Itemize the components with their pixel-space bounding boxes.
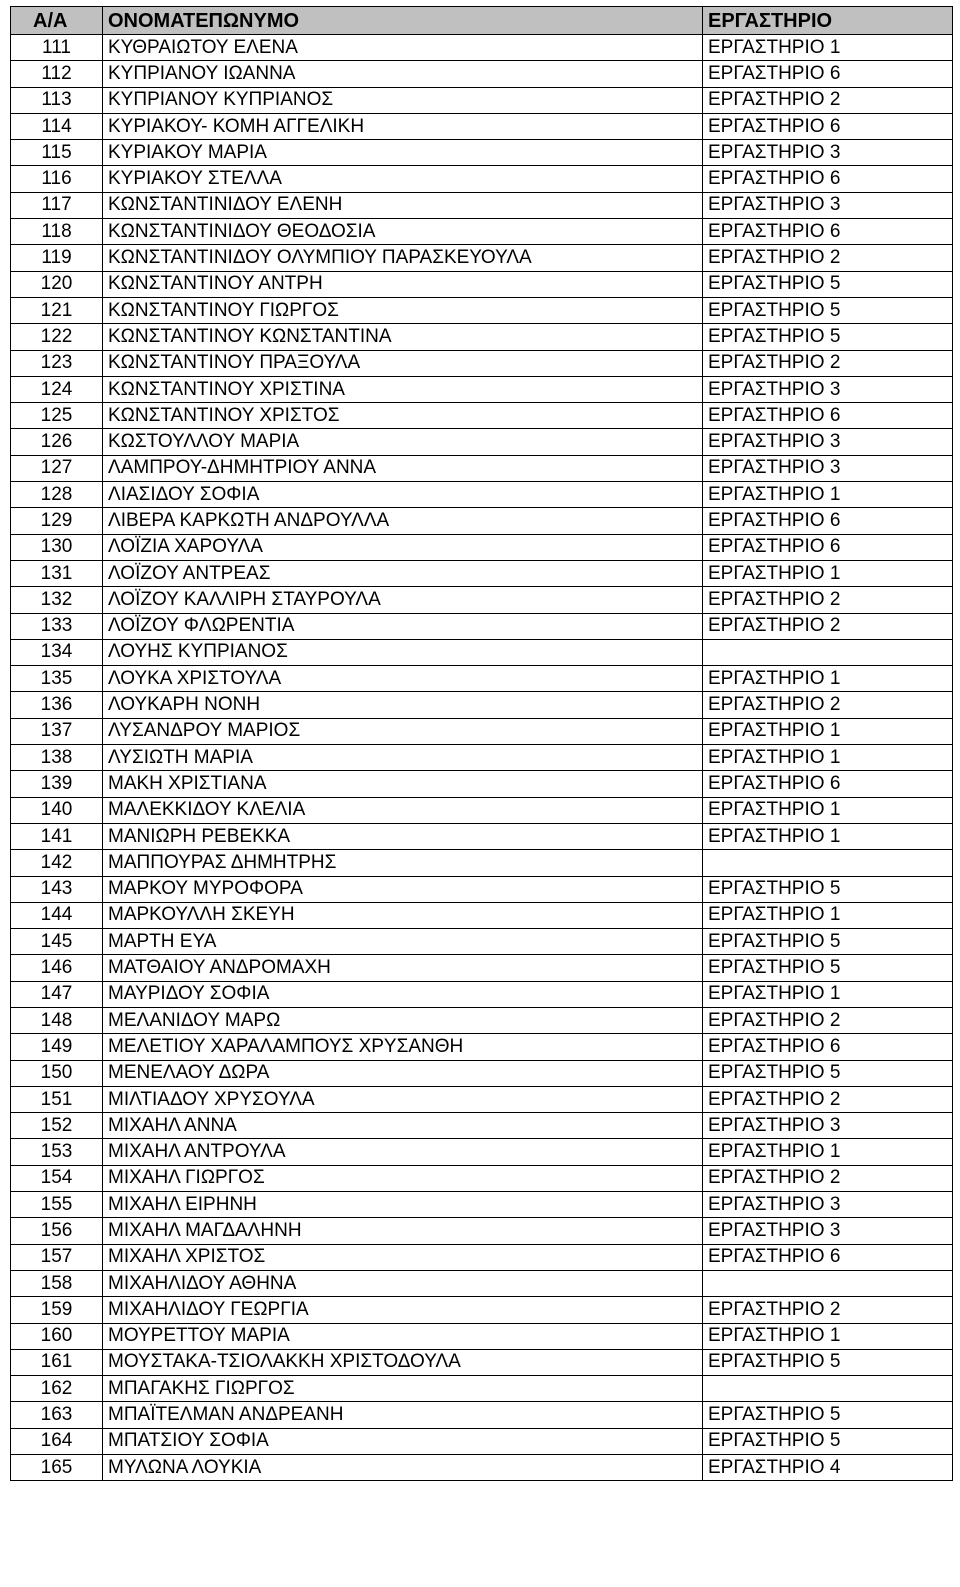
full-name-cell: ΛΟΥΚΑ ΧΡΙΣΤΟΥΛΑ xyxy=(103,666,703,692)
table-row xyxy=(11,587,953,613)
header-full-name: ΟΝΟΜΑΤΕΠΩΝΥΜΟ xyxy=(103,7,703,35)
serial-number-cell: 140 xyxy=(11,797,103,823)
serial-number-cell: 132 xyxy=(11,587,103,613)
serial-number-cell: 160 xyxy=(11,1323,103,1349)
lab-cell: ΕΡΓΑΣΤΗΡΙΟ 6 xyxy=(703,771,953,797)
full-name-cell: ΜΕΛΑΝΙΔΟΥ ΜΑΡΩ xyxy=(103,1007,703,1033)
serial-number-cell: 163 xyxy=(11,1402,103,1428)
serial-number-cell: 126 xyxy=(11,429,103,455)
full-name-cell: ΜΙΧΑΗΛ ΕΙΡΗΝΗ xyxy=(103,1192,703,1218)
full-name-cell: ΚΩΝΣΤΑΝΤΙΝΟΥ ΚΩΝΣΤΑΝΤΙΝΑ xyxy=(103,324,703,350)
serial-number-cell: 116 xyxy=(11,166,103,192)
lab-cell: ΕΡΓΑΣΤΗΡΙΟ 2 xyxy=(703,1086,953,1112)
lab-cell: ΕΡΓΑΣΤΗΡΙΟ 3 xyxy=(703,376,953,402)
full-name-cell: ΜΠΑΪΤΕΛΜΑΝ ΑΝΔΡΕΑΝΗ xyxy=(103,1402,703,1428)
full-name-cell: ΚΩΝΣΤΑΝΤΙΝΟΥ ΓΙΩΡΓΟΣ xyxy=(103,297,703,323)
table-row xyxy=(11,271,953,297)
serial-number-cell: 142 xyxy=(11,850,103,876)
table-row xyxy=(11,324,953,350)
table-row xyxy=(11,1402,953,1428)
full-name-cell: ΚΥΘΡΑΙΩΤΟΥ ΕΛΕΝΑ xyxy=(103,35,703,61)
full-name-cell: ΜΑΡΚΟΥΛΛΗ ΣΚΕΥΗ xyxy=(103,902,703,928)
table-row xyxy=(11,140,953,166)
lab-cell: ΕΡΓΑΣΤΗΡΙΟ 6 xyxy=(703,166,953,192)
full-name-cell: ΚΩΝΣΤΑΝΤΙΝΟΥ ΑΝΤΡΗ xyxy=(103,271,703,297)
table-row xyxy=(11,1113,953,1139)
lab-cell: ΕΡΓΑΣΤΗΡΙΟ 5 xyxy=(703,271,953,297)
serial-number-cell: 147 xyxy=(11,981,103,1007)
lab-cell: ΕΡΓΑΣΤΗΡΙΟ 2 xyxy=(703,87,953,113)
lab-cell: ΕΡΓΑΣΤΗΡΙΟ 6 xyxy=(703,219,953,245)
full-name-cell: ΚΥΡΙΑΚΟΥ ΣΤΕΛΛΑ xyxy=(103,166,703,192)
serial-number-cell: 158 xyxy=(11,1270,103,1296)
full-name-cell: ΜΠΑΤΣΙΟΥ ΣΟΦΙΑ xyxy=(103,1428,703,1454)
lab-cell xyxy=(703,850,953,876)
table-row xyxy=(11,61,953,87)
lab-cell: ΕΡΓΑΣΤΗΡΙΟ 5 xyxy=(703,1349,953,1375)
table-row xyxy=(11,876,953,902)
full-name-cell: ΜΑΡΤΗ ΕΥΑ xyxy=(103,929,703,955)
serial-number-cell: 146 xyxy=(11,955,103,981)
full-name-cell: ΜΑΠΠΟΥΡΑΣ ΔΗΜΗΤΡΗΣ xyxy=(103,850,703,876)
full-name-cell: ΜΙΧΑΗΛ ΜΑΓΔΑΛΗΝΗ xyxy=(103,1218,703,1244)
full-name-cell: ΜΑΡΚΟΥ ΜΥΡΟΦΟΡΑ xyxy=(103,876,703,902)
full-name-cell: ΚΩΝΣΤΑΝΤΙΝΙΔΟΥ ΕΛΕΝΗ xyxy=(103,192,703,218)
lab-cell: ΕΡΓΑΣΤΗΡΙΟ 3 xyxy=(703,455,953,481)
serial-number-cell: 164 xyxy=(11,1428,103,1454)
table-row xyxy=(11,1034,953,1060)
lab-cell: ΕΡΓΑΣΤΗΡΙΟ 5 xyxy=(703,1060,953,1086)
full-name-cell: ΛΟΥΚΑΡΗ ΝΟΝΗ xyxy=(103,692,703,718)
serial-number-cell: 141 xyxy=(11,823,103,849)
table-row xyxy=(11,718,953,744)
lab-cell: ΕΡΓΑΣΤΗΡΙΟ 4 xyxy=(703,1455,953,1481)
serial-number-cell: 113 xyxy=(11,87,103,113)
table-row xyxy=(11,1297,953,1323)
table-row xyxy=(11,692,953,718)
serial-number-cell: 138 xyxy=(11,745,103,771)
table-row xyxy=(11,1323,953,1349)
lab-cell: ΕΡΓΑΣΤΗΡΙΟ 2 xyxy=(703,692,953,718)
full-name-cell: ΛΑΜΠΡΟΥ-ΔΗΜΗΤΡΙΟΥ ΑΝΝΑ xyxy=(103,455,703,481)
table-row xyxy=(11,455,953,481)
table-row xyxy=(11,850,953,876)
table-row xyxy=(11,534,953,560)
table-row xyxy=(11,482,953,508)
lab-cell: ΕΡΓΑΣΤΗΡΙΟ 1 xyxy=(703,666,953,692)
serial-number-cell: 161 xyxy=(11,1349,103,1375)
lab-cell xyxy=(703,1270,953,1296)
lab-cell: ΕΡΓΑΣΤΗΡΙΟ 2 xyxy=(703,245,953,271)
table-row xyxy=(11,508,953,534)
serial-number-cell: 127 xyxy=(11,455,103,481)
serial-number-cell: 135 xyxy=(11,666,103,692)
lab-cell xyxy=(703,1376,953,1402)
serial-number-cell: 119 xyxy=(11,245,103,271)
lab-cell: ΕΡΓΑΣΤΗΡΙΟ 1 xyxy=(703,1323,953,1349)
table-row xyxy=(11,245,953,271)
table-row xyxy=(11,350,953,376)
full-name-cell: ΜΟΥΣΤΑΚΑ-ΤΣΙΟΛΑΚΚΗ ΧΡΙΣΤΟΔΟΥΛΑ xyxy=(103,1349,703,1375)
lab-cell: ΕΡΓΑΣΤΗΡΙΟ 3 xyxy=(703,140,953,166)
table-row xyxy=(11,35,953,61)
table-row xyxy=(11,1455,953,1481)
full-name-cell: ΜΥΛΩΝΑ ΛΟΥΚΙΑ xyxy=(103,1455,703,1481)
full-name-cell: ΜΙΧΑΗΛΙΔΟΥ ΓΕΩΡΓΙΑ xyxy=(103,1297,703,1323)
lab-cell: ΕΡΓΑΣΤΗΡΙΟ 6 xyxy=(703,403,953,429)
full-name-cell: ΚΩΝΣΤΑΝΤΙΝΟΥ ΧΡΙΣΤΟΣ xyxy=(103,403,703,429)
lab-cell: ΕΡΓΑΣΤΗΡΙΟ 6 xyxy=(703,534,953,560)
lab-cell: ΕΡΓΑΣΤΗΡΙΟ 5 xyxy=(703,929,953,955)
table-row xyxy=(11,745,953,771)
lab-cell: ΕΡΓΑΣΤΗΡΙΟ 3 xyxy=(703,192,953,218)
serial-number-cell: 157 xyxy=(11,1244,103,1270)
lab-cell: ΕΡΓΑΣΤΗΡΙΟ 1 xyxy=(703,823,953,849)
table-row xyxy=(11,1244,953,1270)
full-name-cell: ΛΟΥΗΣ ΚΥΠΡΙΑΝΟΣ xyxy=(103,639,703,665)
full-name-cell: ΚΥΠΡΙΑΝΟΥ ΙΩΑΝΝΑ xyxy=(103,61,703,87)
full-name-cell: ΜΙΧΑΗΛ ΑΝΝΑ xyxy=(103,1113,703,1139)
table-row xyxy=(11,955,953,981)
full-name-cell: ΚΩΝΣΤΑΝΤΙΝΙΔΟΥ ΟΛΥΜΠΙΟΥ ΠΑΡΑΣΚΕΥΟΥΛΑ xyxy=(103,245,703,271)
serial-number-cell: 111 xyxy=(11,35,103,61)
serial-number-cell: 137 xyxy=(11,718,103,744)
full-name-cell: ΛΙΒΕΡΑ ΚΑΡΚΩΤΗ ΑΝΔΡΟΥΛΛΑ xyxy=(103,508,703,534)
lab-cell: ΕΡΓΑΣΤΗΡΙΟ 1 xyxy=(703,797,953,823)
full-name-cell: ΛΟΪΖΟΥ ΑΝΤΡΕΑΣ xyxy=(103,560,703,586)
table-row xyxy=(11,1218,953,1244)
table-row xyxy=(11,771,953,797)
table-row xyxy=(11,113,953,139)
table-row xyxy=(11,1428,953,1454)
table-row xyxy=(11,823,953,849)
serial-number-cell: 134 xyxy=(11,639,103,665)
lab-cell xyxy=(703,639,953,665)
full-name-cell: ΜΙΛΤΙΑΔΟΥ ΧΡΥΣΟΥΛΑ xyxy=(103,1086,703,1112)
full-name-cell: ΛΟΪΖΙΑ ΧΑΡΟΥΛΑ xyxy=(103,534,703,560)
lab-cell: ΕΡΓΑΣΤΗΡΙΟ 3 xyxy=(703,1192,953,1218)
table-row xyxy=(11,403,953,429)
serial-number-cell: 122 xyxy=(11,324,103,350)
full-name-cell: ΜΙΧΑΗΛΙΔΟΥ ΑΘΗΝΑ xyxy=(103,1270,703,1296)
serial-number-cell: 129 xyxy=(11,508,103,534)
table-row xyxy=(11,1376,953,1402)
lab-cell: ΕΡΓΑΣΤΗΡΙΟ 6 xyxy=(703,61,953,87)
serial-number-cell: 123 xyxy=(11,350,103,376)
header-serial-number: Α/Α xyxy=(11,7,103,35)
table-row xyxy=(11,1139,953,1165)
lab-cell: ΕΡΓΑΣΤΗΡΙΟ 1 xyxy=(703,35,953,61)
full-name-cell: ΛΥΣΑΝΔΡΟΥ ΜΑΡΙΟΣ xyxy=(103,718,703,744)
full-name-cell: ΜΕΝΕΛΑΟΥ ΔΩΡΑ xyxy=(103,1060,703,1086)
roster-sheet xyxy=(10,6,952,1481)
table-row xyxy=(11,87,953,113)
serial-number-cell: 115 xyxy=(11,140,103,166)
full-name-cell: ΜΙΧΑΗΛ ΧΡΙΣΤΟΣ xyxy=(103,1244,703,1270)
full-name-cell: ΜΑΚΗ ΧΡΙΣΤΙΑΝΑ xyxy=(103,771,703,797)
serial-number-cell: 148 xyxy=(11,1007,103,1033)
lab-cell: ΕΡΓΑΣΤΗΡΙΟ 2 xyxy=(703,587,953,613)
full-name-cell: ΛΥΣΙΩΤΗ ΜΑΡΙΑ xyxy=(103,745,703,771)
full-name-cell: ΚΥΠΡΙΑΝΟΥ ΚΥΠΡΙΑΝΟΣ xyxy=(103,87,703,113)
serial-number-cell: 152 xyxy=(11,1113,103,1139)
serial-number-cell: 156 xyxy=(11,1218,103,1244)
lab-cell: ΕΡΓΑΣΤΗΡΙΟ 5 xyxy=(703,297,953,323)
serial-number-cell: 128 xyxy=(11,482,103,508)
serial-number-cell: 159 xyxy=(11,1297,103,1323)
serial-number-cell: 150 xyxy=(11,1060,103,1086)
full-name-cell: ΚΥΡΙΑΚΟΥ ΜΑΡΙΑ xyxy=(103,140,703,166)
serial-number-cell: 149 xyxy=(11,1034,103,1060)
table-row xyxy=(11,192,953,218)
serial-number-cell: 120 xyxy=(11,271,103,297)
lab-cell: ΕΡΓΑΣΤΗΡΙΟ 5 xyxy=(703,1402,953,1428)
serial-number-cell: 165 xyxy=(11,1455,103,1481)
full-name-cell: ΚΩΣΤΟΥΛΛΟΥ ΜΑΡΙΑ xyxy=(103,429,703,455)
full-name-cell: ΚΩΝΣΤΑΝΤΙΝΟΥ ΠΡΑΞΟΥΛΑ xyxy=(103,350,703,376)
table-row xyxy=(11,1060,953,1086)
lab-cell: ΕΡΓΑΣΤΗΡΙΟ 3 xyxy=(703,429,953,455)
table-row xyxy=(11,1270,953,1296)
serial-number-cell: 130 xyxy=(11,534,103,560)
table-header xyxy=(11,7,953,35)
full-name-cell: ΛΟΪΖΟΥ ΚΑΛΛΙΡΗ ΣΤΑΥΡΟΥΛΑ xyxy=(103,587,703,613)
full-name-cell: ΜΙΧΑΗΛ ΑΝΤΡΟΥΛΑ xyxy=(103,1139,703,1165)
lab-cell: ΕΡΓΑΣΤΗΡΙΟ 5 xyxy=(703,1428,953,1454)
table-row xyxy=(11,297,953,323)
table-row xyxy=(11,429,953,455)
lab-cell: ΕΡΓΑΣΤΗΡΙΟ 1 xyxy=(703,718,953,744)
table-row xyxy=(11,1349,953,1375)
lab-cell: ΕΡΓΑΣΤΗΡΙΟ 1 xyxy=(703,981,953,1007)
table-row xyxy=(11,219,953,245)
lab-cell: ΕΡΓΑΣΤΗΡΙΟ 2 xyxy=(703,350,953,376)
table-row xyxy=(11,376,953,402)
lab-cell: ΕΡΓΑΣΤΗΡΙΟ 1 xyxy=(703,560,953,586)
serial-number-cell: 151 xyxy=(11,1086,103,1112)
serial-number-cell: 143 xyxy=(11,876,103,902)
serial-number-cell: 114 xyxy=(11,113,103,139)
full-name-cell: ΜΑΤΘΑΙΟΥ ΑΝΔΡΟΜΑΧΗ xyxy=(103,955,703,981)
lab-cell: ΕΡΓΑΣΤΗΡΙΟ 2 xyxy=(703,1007,953,1033)
lab-cell: ΕΡΓΑΣΤΗΡΙΟ 6 xyxy=(703,113,953,139)
table-row xyxy=(11,929,953,955)
table-row xyxy=(11,902,953,928)
serial-number-cell: 145 xyxy=(11,929,103,955)
lab-cell: ΕΡΓΑΣΤΗΡΙΟ 6 xyxy=(703,1034,953,1060)
serial-number-cell: 124 xyxy=(11,376,103,402)
serial-number-cell: 136 xyxy=(11,692,103,718)
lab-cell: ΕΡΓΑΣΤΗΡΙΟ 5 xyxy=(703,876,953,902)
serial-number-cell: 162 xyxy=(11,1376,103,1402)
full-name-cell: ΜΕΛΕΤΙΟΥ ΧΑΡΑΛΑΜΠΟΥΣ ΧΡΥΣΑΝΘΗ xyxy=(103,1034,703,1060)
serial-number-cell: 133 xyxy=(11,613,103,639)
full-name-cell: ΜΠΑΓΑΚΗΣ ΓΙΩΡΓΟΣ xyxy=(103,1376,703,1402)
lab-cell: ΕΡΓΑΣΤΗΡΙΟ 5 xyxy=(703,324,953,350)
lab-cell: ΕΡΓΑΣΤΗΡΙΟ 3 xyxy=(703,1218,953,1244)
full-name-cell: ΜΙΧΑΗΛ ΓΙΩΡΓΟΣ xyxy=(103,1165,703,1191)
header-row xyxy=(11,7,953,35)
full-name-cell: ΜΟΥΡΕΤΤΟΥ ΜΑΡΙΑ xyxy=(103,1323,703,1349)
table-row xyxy=(11,797,953,823)
serial-number-cell: 139 xyxy=(11,771,103,797)
lab-cell: ΕΡΓΑΣΤΗΡΙΟ 2 xyxy=(703,1297,953,1323)
lab-cell: ΕΡΓΑΣΤΗΡΙΟ 1 xyxy=(703,902,953,928)
table-row xyxy=(11,560,953,586)
table-row xyxy=(11,1165,953,1191)
serial-number-cell: 121 xyxy=(11,297,103,323)
full-name-cell: ΛΙΑΣΙΔΟΥ ΣΟΦΙΑ xyxy=(103,482,703,508)
full-name-cell: ΚΩΝΣΤΑΝΤΙΝΙΔΟΥ ΘΕΟΔΟΣΙΑ xyxy=(103,219,703,245)
serial-number-cell: 112 xyxy=(11,61,103,87)
table-row xyxy=(11,1192,953,1218)
lab-cell: ΕΡΓΑΣΤΗΡΙΟ 6 xyxy=(703,1244,953,1270)
lab-cell: ΕΡΓΑΣΤΗΡΙΟ 1 xyxy=(703,1139,953,1165)
table-row xyxy=(11,1007,953,1033)
full-name-cell: ΛΟΪΖΟΥ ΦΛΩΡΕΝΤΙΑ xyxy=(103,613,703,639)
lab-cell: ΕΡΓΑΣΤΗΡΙΟ 1 xyxy=(703,482,953,508)
lab-cell: ΕΡΓΑΣΤΗΡΙΟ 3 xyxy=(703,1113,953,1139)
table-row xyxy=(11,613,953,639)
serial-number-cell: 117 xyxy=(11,192,103,218)
header-lab: ΕΡΓΑΣΤΗΡΙΟ xyxy=(703,7,953,35)
table-row xyxy=(11,666,953,692)
lab-cell: ΕΡΓΑΣΤΗΡΙΟ 6 xyxy=(703,508,953,534)
lab-cell: ΕΡΓΑΣΤΗΡΙΟ 2 xyxy=(703,1165,953,1191)
serial-number-cell: 125 xyxy=(11,403,103,429)
full-name-cell: ΜΑΥΡΙΔΟΥ ΣΟΦΙΑ xyxy=(103,981,703,1007)
table-row xyxy=(11,1086,953,1112)
serial-number-cell: 118 xyxy=(11,219,103,245)
serial-number-cell: 155 xyxy=(11,1192,103,1218)
full-name-cell: ΚΥΡΙΑΚΟΥ- ΚΟΜΗ ΑΓΓΕΛΙΚΗ xyxy=(103,113,703,139)
table-row xyxy=(11,981,953,1007)
full-name-cell: ΜΑΛΕΚΚΙΔΟΥ ΚΛΕΛΙΑ xyxy=(103,797,703,823)
full-name-cell: ΚΩΝΣΤΑΝΤΙΝΟΥ ΧΡΙΣΤΙΝΑ xyxy=(103,376,703,402)
serial-number-cell: 153 xyxy=(11,1139,103,1165)
lab-cell: ΕΡΓΑΣΤΗΡΙΟ 1 xyxy=(703,745,953,771)
roster-table xyxy=(10,6,953,1481)
serial-number-cell: 131 xyxy=(11,560,103,586)
table-body xyxy=(11,35,953,1481)
serial-number-cell: 154 xyxy=(11,1165,103,1191)
table-row xyxy=(11,639,953,665)
lab-cell: ΕΡΓΑΣΤΗΡΙΟ 5 xyxy=(703,955,953,981)
serial-number-cell: 144 xyxy=(11,902,103,928)
lab-cell: ΕΡΓΑΣΤΗΡΙΟ 2 xyxy=(703,613,953,639)
table-row xyxy=(11,166,953,192)
full-name-cell: ΜΑΝΙΩΡΗ ΡΕΒΕΚΚΑ xyxy=(103,823,703,849)
